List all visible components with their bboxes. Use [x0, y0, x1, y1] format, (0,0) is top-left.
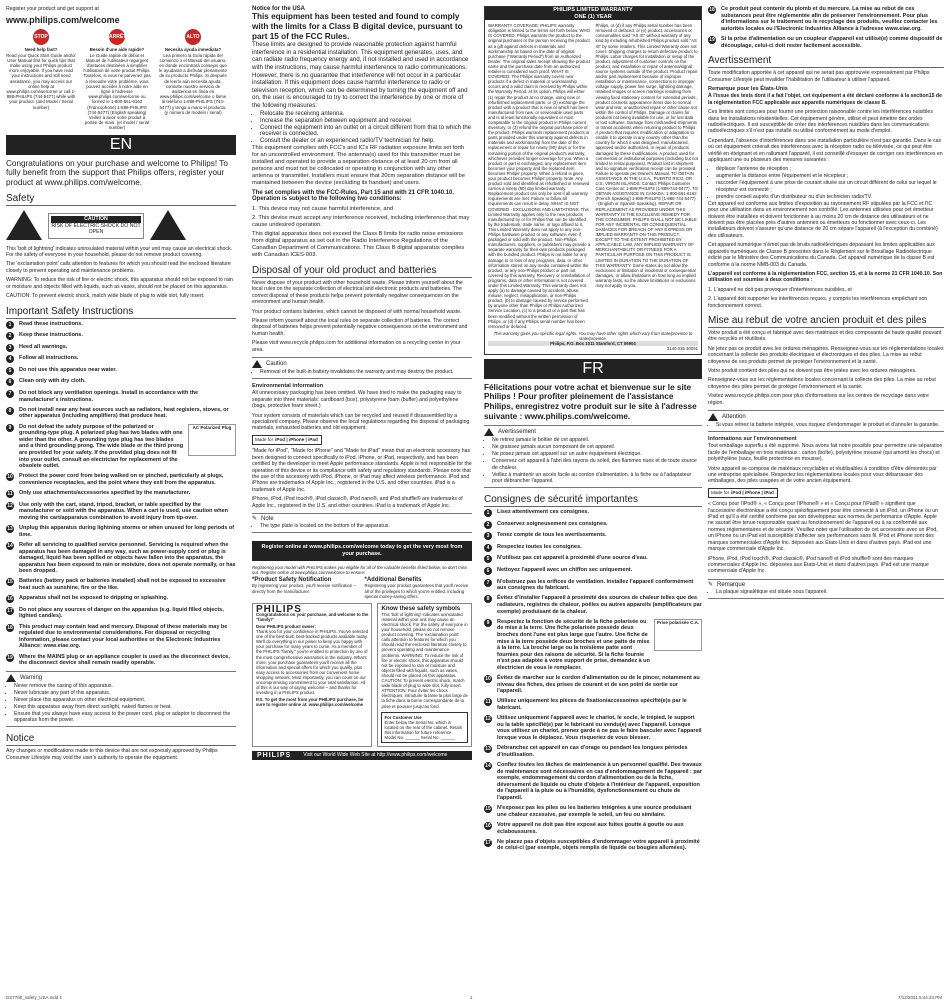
caution-plug-text: CAUTION: To prevent electric shock, match wide blade of plug to wide slot, fully insert.: [6, 293, 205, 300]
isi-item: 2 Keep these instructions.: [6, 332, 236, 340]
usa-measures: • Relocate the receiving antenna. • Increase the separation between equipment and receiver. • Connect the equipment into an outlet on a circuit different from that to which the receiver is connected. • Consult the dealer or an experienced radio/TV technician for help.: [252, 111, 472, 145]
footer-bar: PHILIPS Visit our World Wide Web Site at http://www.philips.com/welcome: [252, 751, 472, 760]
column-fr-continued: 18 Ce produit peut contenir du plomb et du mercure. La mise au rebut de ces substances peut être réglementée afin de préserver l'environnement. Pour plus d'informations sur le traitement ou le recyclage des produits, veuillez contacter les autorités locales ou l'Electronic Industries Alliance à l'adresse www.eiae.org. 19 Si la prise d'alimentation ou un coupleur d'appareil est utilisé(e) comme dispositif de découplage, celui-ci doit rester facilement accessible. Avertissement Toute modification apportée à cet appareil qui ne serait pas approuvée expressément par Philips Consumer Lifestyle peut invalider l'habilitation de l'utilisateur à utiliser l'appareil. Remarque pour les États-Unis À l'issue des tests dont il a fait l'objet, cet équipement a été déclaré conforme à la section15 de la réglementation FCC applicable aux appareils numériques de classe B. Ces limites sont conçues pour fournir une protection raisonnable contre les interférences nuisibles dans les installations résidentielles. Cet équipement génère, utilise et peut émettre des ondes radioélectriques. Il est susceptible de créer des interférences nuisibles dans les communications radioélectriques s'il n'est pas installé ou utilisé conformément au mode d'emploi. Cependant, l'absence d'interférences dans une installation particulière n'est pas garantie. Dans le cas où cet équipement créerait des interférences avec la réception radio ou télévisée, ce qui peut être vérifié en éteignant et en rallumant l'appareil, il est conseillé d'essayer de corriger ces interférences en appliquant une ou plusieurs des mesures suivantes : • déplacer l'antenne de réception ; • augmenter la distance entre l'équipement et le récepteur ; • raccorder l'équipement à une prise de courant située sur un circuit différent de celui sur lequel le récepteur est connecté ; • prendre conseil auprès d'un distributeur ou d'un technicien radio/TV. Cet appareil est conforme aux limites d'exposition au rayonnement RF stipulées par la FCC et l'IC pour une utilisation dans un environnement non contrôlé. Les antennes utilisées pour cet émetteur doivent être installées et doivent fonctionner à au moins 20 cm de distance des utilisateurs et ne doivent pas être placées près d'autres antennes ou émetteurs ou fonctionner avec ceux-ci. Les installateurs doivent s'assurer qu'une distance de 20 cm sépare l'appareil (à l'exception du combiné) des utilisateurs. Cet appareil numérique n'émet pas de bruits radioélectriques dépassant les limites applicables aux appareils numériques de Classe B prescrites dans le Règlement sur le Brouillage Radioélectrique édicté par le Ministère des Communications du Canada. Cet appareil numérique de la classe B est conforme à la norme NMB-003 du Canada. L'appareil est conforme à la réglementation FCC, section 15, et à la norme 21 CFR 1040.10. Son utilisation est soumise à deux conditions : 1. L'appareil ne doit pas provoquer d'interférences nuisibles, et 2. L'appareil doit supporter les interférences reçues, y compris les interférences empêchant son fonctionnement correct. Mise au rebut de votre ancien produit et des piles Votre produit a été conçu et fabriqué avec des matériaux et des composants de haute qualité pouvant être recyclés et réutilisés. Ne jetez pas ce produit avec les ordures ménagères. Renseignez-vous sur les réglementations locales concernant la collecte des produits électriques et électroniques et des piles. La mise au rebut citoyenne de ces produits permet de protéger l'environnement et la santé. Votre produit contient des piles qui ne doivent pas être jetées avec les ordures ménagères. Renseignez-vous sur les réglementations locales concernant la collecte des piles. La mise au rebut citoyenne des piles permet de protéger l'environnement et la santé. Visitez www.recycle.philips.com pour plus d'informations sur les centres de recyclage dans votre région. Attention • Si vous retirez la batterie intégrée, vous risquez d'endommager le produit et d'annuler la garantie. Informations sur l'environnement Tout emballage superflu a été supprimé. Nous avons fait notre possible pour permettre une séparation facile de l'emballage en trois matériaux : carton (boîte), polystyrène moussé (qui amortit les chocs) et polyéthylène (sacs, feuille protectrice en mousse). Votre appareil se compose de matériaux recyclables et réutilisables à condition d'être démontés par une entreprise spécialisée. Respectez les réglementations locales pour vous débarrasser des emballages, des piles usagées et de votre ancien équipement. Made for iPod | iPhone | iPad « Conçu pour l'iPod® », « Conçu pour l'iPhone® » et « Conçu pour l'iPad® » signifient que l'accessoire électronique a été conçu spécifiquement pour être connecté à un iPod, un iPhone ou un iPad et qu'il a été certifié conforme par son développeur aux normes de performance d'Apple. Apple ne saurait être tenue responsable quant au fonctionnement de l'appareil ou à sa conformité aux normes réglementaires et de sécurité. Veuillez noter que l'utilisation de cet accessoire avec un iPod, un iPhone ou un iPad est susceptible d'affecter ses performances sans fil. iPod et iPhone sont des marques commerciales d'Apple Inc. déposées aux États-Unis et dans d'autres pays. iPad est une marque commerciale d'Apple Inc. iPhone, iPod, iPod touch®, iPod classic®, iPod nano® et iPod shuffle® sont des marques commerciales d'Apple Inc. déposées aux États-Unis et dans d'autres pays. iPad est une marque commerciale d'Apple Inc. ✎ Remarque • La plaque signalétique est située sous l'appareil.: [708, 6, 944, 603]
help-title: Besoin d'une aide rapide?: [89, 47, 145, 53]
isi-item: 4 Follow all instructions.: [6, 355, 236, 363]
register-url[interactable]: www.philips.com/welcome: [6, 15, 120, 26]
print-slug-file: DS7700_safety_USA.indd 1: [6, 995, 63, 1000]
exclamation-triangle-icon: [150, 210, 186, 240]
note-icon: ✎: [708, 581, 714, 588]
caution-label-text: RISK OF ELECTRIC SHOCK DO NOT OPEN: [51, 222, 141, 236]
usa-body: These limits are designed to provide reasonable protection against harmful interference in a residential installation. This equipment generates, uses, and can radiate radio frequency energy and, if not installed and used in accordance with the instructions, may cause harmful interference to radio communications. However, there is no guarantee that interference will not occur in a particular installation. If this equipment does cause harmful interference to radio or television reception, which can be determined by turning the equipment off and on, the user is encouraged to try to correct the interference by one or more of the following measures:: [252, 41, 469, 109]
exclamation-text: The 'exclamation point' calls attention to features for which you should read the enclosed literature closely to prevent operating and maintenance problems.: [6, 261, 231, 274]
isi-item: 7 Do not block any ventilation openings. Install in accordance with the manufacturer's instructions.: [6, 390, 236, 403]
usa-lead: This equipment has been tested and found to comply with the limits for a Class B digital device, pursuant to part 15 of the FCC Rules.: [252, 12, 463, 41]
caution-box: Caution • Removal of the built-in battery invalidates the warranty and may destroy the product.: [252, 357, 472, 379]
caution-label-box: [48, 213, 144, 238]
isi-item: 18 This product may contain lead and mercury. Disposal of these materials may be regulated due to environmental considerations. For disposal or recycling information, please contact your local authorities or the Electronic Industries Alliance: www.eiae.org.: [7, 623, 228, 650]
ac-polarized-plug-diagram: AC Polarized Plug: [188, 424, 236, 456]
prise-polarisee-diagram: Prise polarisée C.A.: [654, 619, 702, 651]
isi-item: 9 Do not defeat the safety purpose of the polarized or grounding-type plug. A polarized plug has two blades with one wider than the other. A grounding type plug has two blades and a third grounding prong. The wide blade or the third prong are provided for your safety. If the provided plug does not fit into your outlet, consult an electrician for replacement of the obsolete outlet. AC Polarized Plug: [6, 424, 236, 470]
help-body: Lea primero la Guía rápida del comienzo o el Manual del usuario, en donde encontrará consejos que le ayudarán a disfrutar plenamente de su producto Philips. Si después de leerlo aún necesita ayuda, consulte nuestro servicio de asistencia en línea en www.philips.com/welcome o llame al teléfono 1-888-PHILIPS (744-5477) y tenga a mano el producto. (y número de modelo / serial): [159, 52, 227, 115]
stop-sign-icon: ALTO: [185, 29, 201, 45]
language-bar-fr: FR: [484, 359, 702, 379]
help-body: Read your Quick Start Guide and/or User Manual first for quick tips that make using your Philips product more enjoyable. If you have read your instructions and still need assistance, you may access our online help at www.philips.com/welcome or call 1-888-PHILIPS (744-5477) while with your product. (and Model / Serial number): [6, 52, 76, 110]
welcome-card: PHILIPS Congratulations on your purchase, and welcome to the "family!" Dear PHILIPS product owner: Thank you for your confidence in PHILIPS. You've selected one of the best-built, best-backed products available today. We'll do everything in our power to keep you happy with your purchase for many years to come. As a member of the PHILIPS "family," you're entitled to protection by one of the most comprehensive warranties in the industry. What's more, your purchase guarantees you'll receive all the information and special offers for which you qualify, plus easy access to accessories from our convenient home shopping network. Most importantly, you can count on our uncompromising commitment to your total satisfaction. All of this is our way of saying welcome – and thanks for investing in a PHILIPS product. P.S. To get the most from your PHILIPS purchase, be sure to register online at: www.philips.com/welcome: [252, 603, 372, 747]
philips-logo-footer: PHILIPS: [257, 752, 292, 760]
isi-item: 14 Refer all servicing to qualified service personnel. Servicing is required when the apparatus has been damaged in any way, such as power-supply cord or plug is damaged, liquid has been spilled or objects have fallen into the apparatus, the apparatus has been exposed to rain or moisture, does not operate normally, or has been dropped.: [7, 541, 236, 575]
isi-item: 19 Where the MAINS plug or an appliance coupler is used as the disconnect device, the disconnect device shall remain readily operable.: [7, 653, 230, 667]
welcome-card-row: [252, 603, 472, 747]
caution-symbols: [6, 210, 236, 241]
isi-item: 17 Do not place any sources of danger on the apparatus (e.g. liquid filled objects, lighted candles).: [7, 606, 224, 620]
bolt-text: This 'bolt of lightning' indicates uninsulated material within your unit may cause an electrical shock. For the safety of everyone in your household, please do not remove product covering.: [6, 245, 233, 259]
help-box-es: [158, 29, 228, 130]
section-title-consignes: Consignes de sécurité importantes: [484, 494, 702, 507]
usa-title: Notice for the USA: [252, 6, 306, 12]
column-warranty-fr: [484, 6, 702, 855]
help-body: Le Guide rapide de début et Manuel de l'utilisateur regorgent d'astuces destinées à simplifier l'utilisation de votre produit Philips. Toutefois, si vous ne parvenez pas à résoudre votre problème, vous pouvez accéder à notre aide en ligne à l'adresse www.philips.com/welcome ou formez le 1-800-661-6162 (Francophone) 1-888-PHILIPS (744-5477) (English speaking) Veillez à avoir votre produit à portée de main. (et model / serial number): [83, 52, 151, 131]
attention-box: Attention • Si vous retirez la batterie intégrée, vous risquez d'endommager le produit et d'annuler la garantie.: [708, 410, 944, 432]
remarque-box: ✎ Remarque • La plaque signalétique est située sous l'appareil.: [708, 579, 944, 599]
customer-use-box: For Customer Use Enter below the Serial No. which is located on the rear of the cabinet. Retain this information for future reference. Model No. ______ Serial No. ______: [381, 712, 468, 743]
isi-item: 6 Clean only with dry cloth.: [6, 378, 236, 386]
made-for-ipod-badge: Made for iPod | iPhone | iPad: [252, 435, 322, 445]
congrats-text: Congratulations on your purchase and welcome to Philips! To fully benefit from the support that Philips offers, register your product at www.philips.com/welcome.: [6, 158, 228, 187]
section-title-disposal: Disposal of your old product and batteries: [252, 265, 472, 278]
isi-item: 1 Read these instructions.: [6, 321, 236, 329]
made-for-ipod-badge-fr: Made for iPod | iPhone | iPad: [708, 488, 778, 498]
caution-icon: [252, 360, 262, 368]
consignes-list: 1 Lisez attentivement ces consignes. 2 Conservez soigneusement ces consignes. 3 Tenez compte de tous les avertissements. 4 Respectez toutes les consignes. 5 N'utilisez pas cet appareil à proximité d'une source d'eau. 6 Nettoyez l'appareil avec un chiffon sec uniquement. 7 N'obstruez pas les orifices de ventilation. Installez l'appareil conformément aux consignes du fabricant. 8 Évitez d'installer l'appareil à proximité des sources de chaleur telles que des radiateurs, registres de chaleur, poêles ou autres appareils (amplificateurs par exemple) produisant de la chaleur. 9 Respectez la fonction de sécurité de la fiche polarisée ou de mise à la terre. Une fiche polarisée possède deux broches dont l'une est plus large que l'autre. Une fiche de mise à la terre possède deux broches et une patte de mise à la terre. La broche large ou la troisième patte sont fournies pour des raisons de sécurité. Si la fiche fournie n'est pas adaptée à votre support de prise, demandez à un électricien de vous le remplacer. Prise polarisée C.A. 10 Évitez de marcher sur le cordon d'alimentation ou de le pincer, notamment au niveau des fiches, des prises de courant et de son point de sortie sur l'appareil. 11 Utilisez uniquement les pièces de fixation/accessoires spécifié(e)s par le fabricant. 12 Utilisez uniquement l'appareil avec le chariot, le socle, le trépied, le support ou la table spécifié(e) par le fabricant ou vendu(e) avec l'appareil. Lorsque vous utilisez un chariot, prenez garde à ne pas le faire basculer avec l'appareil lorsque vous le déplacez. Vous risqueriez de vous blesser. 13 Débranchez cet appareil en cas d'orage ou pendant les longues périodes d'inutilisation. 14 Confiez toutes les tâches de maintenance à un personnel qualifié. Des travaux de maintenance sont nécessaires en cas d'endommagement de l'appareil : par exemple, endommagement du cordon d'alimentation ou de la fiche, déversement de liquide ou chute d'objets à l'intérieur de l'appareil, exposition de l'appareil à la pluie ou à l'humidité, dysfonctionnement ou chute de l'appareil. 15 N'exposez pas les piles ou les batteries intégrées à une source produisant une chaleur excessive, par exemple le soleil, un feu ou similaire. 16 Votre appareil ne doit pas être exposé aux fuites goutte à goutte ou aux éclaboussures. 17 Ne placez pas d'objets susceptibles d'endommager votre appareil à proximité de celui-ci (par exemple, objets remplis de liquide ou bougies allumées).: [485, 509, 702, 852]
help-title: Need help fast?: [24, 47, 58, 53]
column-english-safety: [6, 6, 236, 764]
isi-item: 10 Protect the power cord from being walked on or pinched, particularly at plugs, convenience receptacles, and the point where they exit from the apparatus.: [7, 473, 224, 486]
column-usa-notice: Notice for the USA This equipment has been tested and found to comply with the limits for a Class B digital device, pursuant to part 15 of the FCC Rules. These limits are designed to provide reasonable protection against harmful interference in a residential installation. This equipment generates, uses, and can radiate radio frequency energy and, if not installed and used in accordance with the instructions, may cause harmful interference to radio communications. However, there is no guarantee that interference will not occur in a particular installation. If this equipment does cause harmful interference to radio or television reception, which can be determined by turning the equipment off and on, the user is encouraged to try to correct the interference by one or more of the following measures: • Relocate the receiving antenna. • Increase the separation between equipment and receiver. • Connect the equipment into an outlet on a circuit different from that to which the receiver is connected. • Consult the dealer or an experienced radio/TV technician for help. This equipment complies with FCC's and IC's RF radiation exposure limits set forth for an uncontrolled environment. The antenna(s) used for this transmitter must be installed and operated to provide a separation distance of at least 20 cm from all persons and must not be collocated or operating in conjunction with any other antenna or transmitter. Installers must ensure that 20cm separation distance will be maintained between the device (excluding its handset) and users. The set complies with the FCC-Rules, Part 15 and with 21 CFR 1040.10. Operation is subject to the following two conditions: 1. This device may not cause harmful interference, and 2. This device must accept any interference received, including interference that may cause undesired operation. This digital apparatus does not exceed the Class B limits for radio noise emissions from digital apparatus as set out in the Radio Interference Regulations of the Canadian Department of Communications. This Class B digital apparatus complies with Canadian ICES-003. Disposal of your old product and batteries Never dispose of your product with other household waste. Please inform yourself about the local rules on the separate collection of electrical and electronic products and batteries. The correct disposal of these products helps prevent potentially negative consequences on the environment and human health. Your product contains batteries, which cannot be disposed of with normal household waste. Please inform yourself about the local rules on separate collection of batteries. The correct disposal of batteries helps prevent potentially negative consequences on the environment and human health. Please visit www.recycle.philips.com for additional information on a recycling center in your area. Caution • Removal of the built-in battery invalidates the warranty and may destroy the product. Environmental information All unnecessary packaging has been omitted. We have tried to make the packaging easy to separate into three materials: cardboard (box), polystyrene foam (buffer) and polyethylene (bags, protective foam sheet.) Your system consists of materials which can be recycled and reused if disassembled by a specialized company. Please observe the local regulations regarding the disposal of packaging materials, exhausted batteries and old equipment. Made for iPod | iPhone | iPad "Made for iPod", "Made for iPhone" and "Made for iPad" mean that an electronic accessory has been designed to connect specifically to iPod, iPhone, or iPad, respectively, and has been certified by the developer to meet Apple performance standards. Apple is not responsible for the operation of this device or its compliance with safety and regulatory standards. Please note that the use of this accessory with iPod, iPhone, or iPad may affect wireless performance. iPod and iPhone are trademarks of Apple Inc., registered in the U.S. and other countries. iPad is a trademark of Apple Inc. iPhone, iPod, iPod touch®, iPod classic®, iPod nano®, and iPod shuffle® are trademarks of Apple Inc., registered in the U.S. and other countries. iPad is a trademark of Apple Inc. ✎ Note • The type plate is located on the bottom of the apparatus. Register online at www.philips.com/welcome today to get the very most from your purchase. Registering your model with PHILIPS makes you eligible for all of the valuable benefits listed below, so don't miss out. Register online at www.philips.com/welcome to ensure: *Product Safety Notification By registering your product, you'll receive notification – directly from the manufacturer. *Additional Benefits Registering your product guarantees that you'll receive all of the privileges to which you're entitled, including special money-saving offers. PHILIPS Congratulations on your purchase, and welcome to the "family!" Dear PHILIPS product owner: Thank you for your confidence in PHILIPS. You've selected one of the best-built, best-backed products available today. We'll do everything in our power to keep you happy with your purchase for many years to come. As a member of the PHILIPS "family," you're entitled to protection by one of the most comprehensive warranties in the industry. What's more, your purchase guarantees you'll receive all the information and special offers for which you qualify, plus easy access to accessories from our convenient home shopping network. Most importantly, you can count on our uncompromising commitment to your total satisfaction. All of this is our way of saying welcome – and thanks for investing in a PHILIPS product. P.S. To get the most from your PHILIPS purchase, be sure to register online at: www.philips.com/welcome Know these safety symbols This 'bolt of lightning' indicates uninsulated material within your unit may cause an electrical shock. For the safety of everyone in your household, please do not remove product covering. The 'exclamation point' calls attention to features for which you should read the enclosed literature closely to prevent operating and maintenance problems. WARNING: To reduce the risk of fire or electric shock, this apparatus should not be exposed to rain or moisture and objects filled with liquids, such as vases, should not be placed on this apparatus. CAUTION: To prevent electric shock, match wide blade of plug to wide slot, fully insert. ATTENTION: Pour éviter les chocs électriques, introduire la lame la plus large de la fiche dans la borne correspondante de la prise et pousser jusqu'au fond. For Customer Use Enter below the Serial No. which is located on the rear of the cabinet. Retain this information for future reference. Model No. ______ Serial No. ______ PHILIPS Visit our World Wide Web Site at http://www.philips.com/welcome: [252, 6, 472, 760]
consignes-list-cont: 18 Ce produit peut contenir du plomb et du mercure. La mise au rebut de ces substances peut être réglementée afin de préserver l'environnement. Pour plus d'informations sur le traitement ou le recyclage des produits, veuillez contacter les autorités locales ou l'Electronic Industries Alliance à l'adresse www.eiae.org. 19 Si la prise d'alimentation ou un coupleur d'appareil est utilisé(e) comme dispositif de découplage, celui-ci doit rester facilement accessible.: [709, 6, 943, 49]
note-icon: ✎: [252, 515, 258, 522]
help-box-en: [6, 29, 76, 130]
env-title: Environmental information: [252, 383, 324, 390]
warranty-box: PHILIPS LIMITED WARRANTY ONE (1) YEAR WARRANTY COVERAGE: PHILIPS warranty obligation is limited to the terms set forth below. WHO IS COVERED: Philips warrants the product to the original purchaser or the person receiving the product as a gift against defects in materials and workmanship as based on the date of original purchase ("Warranty Period") from an Authorized Dealer. The original sales receipt showing the product name and the purchase date from an authorized retailer is considered such proof. WHAT IS COVERED: The Philips warranty covers new products if a defect in material or workmanship occurs and a valid claim is received by Philips within the Warranty Period. At its option, Philips will either (1) repair the product at no charge, using new or refurbished replacement parts, or (2) exchange the product with a product that is new or which has been manufactured from new, or serviceable used parts and is at least functionally equivalent or most comparable to the original product in Philips current inventory, or (3) refund the original purchase price of the product. Philips warrants replacement products or parts provided under this warranty against defects in materials and workmanship from the date of the replacement or repair for ninety (90) days or for the remaining portion of the original product's warranty, whichever provides longer coverage for you. When a product or part is exchanged, any replacement item becomes your property and the replaced item becomes Philips' property. When a refund is given, your product becomes Philips' property. Note: Any product sold and identified as refurbished or renewed carries a ninety (90) day limited warranty. Replacement product can only be sent if all warranty requirements are met. Failure to follow all requirements can result in delay. WHAT IS NOT COVERED - EXCLUSIONS AND LIMITATIONS: This Limited Warranty applies only to the new products manufactured by or for Philips that can be identified by the trademark, trade name, or logo affixed to it. This Limited Warranty does not apply to any non-Philips hardware product or any software, even if packaged or sold with the product. Non-Philips manufacturers, suppliers, or publishers may provide a separate warranty for their own products packaged with the bundled product. Philips is not liable for any damage to or loss of any programs, data, or other information stored on any media contained within the product, or any non-Philips product or part not covered by this warranty. Recovery or reinstallation of programs, data or other information is not covered under this Limited Warranty. This warranty does not apply (a) to damage caused by accident, abuse, misuse, neglect, misapplication, or non-Philips product, (b) to damage caused by service performed by anyone other than Philips or Philips Authorized Service Location, (c) to a product or a part that has been modified without the written permission of Philips, or (d) if any Philips serial number has been removed or defaced. Philips, or (d) if any Philips serial number has been removed or defaced, or (e) product, accessories or consumables sold "AS IS" without warranty of any kind by including refurbished Philips product sold "AS IS" by some retailers. This Limited Warranty does not cover: Shipping charges to return defective product to Philips. Labor charges for installation or setup of the product, adjustment of customer controls on the product, and installation or repair of antenna/signal source systems outside of the product. Product repair and/or part replacement because of improper installation or maintenance, connections to improper voltage supply, power line surge, lightning damage, retained images or screen markings resulting from viewing fixed stationary content for extended periods, product cosmetic appearance items due to normal wear and tear, unauthorized repair or other cause not within the control of Philips. Damage or claims for products not being available for use, or for lost data or lost software. Damage from mishandled shipments or transit accidents when returning product to Philips. A product that requires modification or adaptation to enable it to operate in any country other than the country for which it was designed, manufactured, approved and/or authorized, or repair of products damaged by these modifications. A product used for commercial or institutional purposes (including but not limited to rental purposes). Product lost in shipment and no signature verification receipt can be provided. Failure to operate per Owner's Manual. TO OBTAIN ASSISTANCE IN THE U.S.A., PUERTO RICO, OR U.S. VIRGIN ISLANDS: Contact Philips Customer Care Center at: 1-888-PHILIPS (1-888-744-5477). TO OBTAIN ASSISTANCE IN CANADA: 1-800-661-6162 (French Speaking) 1-888-PHILIPS (1-888-744-5477) - (English or Spanish Speaking). REPAIR OR REPLACEMENT AS PROVIDED UNDER THIS WARRANTY IS THE EXCLUSIVE REMEDY FOR THE CONSUMER. PHILIPS SHALL NOT BE LIABLE FOR ANY INCIDENTAL OR CONSEQUENTIAL DAMAGES FOR BREACH OF ANY EXPRESS OR IMPLIED WARRANTY ON THIS PRODUCT. EXCEPT TO THE EXTENT PROHIBITED BY APPLICABLE LAW, ANY IMPLIED WARRANTY OF MERCHANTABILITY OR FITNESS FOR A PARTICULAR PURPOSE ON THIS PRODUCT IS LIMITED IN DURATION TO THE DURATION OF THIS WARRANTY. Some states do not allow the exclusions or limitation of incidental or consequential damages, or allow limitations on how long an implied warranty lasts, so the above limitations or exclusions may not apply to you. This warranty gives you specific legal rights. You may have other rights which vary from state/province to state/province. Philips, P.O. Box 1011 Stamford, CT 06904 3140 035 30091: [484, 6, 702, 355]
caution-label: CAUTION: [51, 216, 141, 222]
note-box: ✎ Note • The type plate is located on the bottom of the apparatus.: [252, 513, 472, 533]
benefits-row: *Product Safety Notification By registering your product, you'll receive notification – directly from the manufacturer. *Additional Benefits Registering your product guarantees that you'll receive all of the privileges to which you're entitled, including special money-saving offers.: [252, 577, 469, 599]
recycle-visit: Please visit www.recycle.philips.com for additional information on a recycling center in your area.: [252, 340, 461, 353]
isi-item: 12 Use only with the cart, stand, tripod, bracket, or table specified by the manufacturer or sold with the apparatus. When a cart is used, use caution when moving the cart/apparatus combination to avoid injury from tip-over.: [7, 501, 229, 521]
digital-apparatus: This digital apparatus does not exceed the Class B limits for radio noise emissions from digital apparatus as set out in the Radio Interference Regulations of the Canadian Department of Communications. This Class B digital apparatus complies with Canadian ICES-003.: [252, 230, 465, 258]
section-title-rebut: Mise au rebut de votre ancien produit et des piles: [708, 315, 944, 328]
lightning-triangle-icon: [6, 210, 42, 240]
section-title-notice: Notice: [6, 733, 236, 746]
section-title-avertissement: Avertissement: [708, 55, 944, 68]
fcc-set: The set complies with the FCC-Rules, Part 15 and with 21 CFR 1040.10. Operation is subject to the following two conditions:: [252, 189, 455, 203]
warning-title: Warning: [20, 674, 43, 681]
register-online-bar[interactable]: Register online at www.philips.com/welcome today to get the very most from your purchase.: [252, 541, 472, 561]
rf-exposure: This equipment complies with FCC's and IC's RF radiation exposure limits set forth for an uncontrolled environment. The antenna(s) used for this transmitter must be installed and operated to provide a separation distance of at least 20 cm from all persons and must not be collocated or operating in conjunction with any other antenna or transmitter. Installers must ensure that 20cm separation distance will be maintained between the device (excluding its handset) and users.: [252, 144, 465, 186]
print-slug-page: 1: [470, 995, 473, 1000]
warning-box: [6, 671, 236, 727]
stop-sign-icon: ARRÊT: [109, 29, 125, 45]
isi-item: 11 Only use attachments/accessories specified by the manufacturer.: [7, 490, 191, 498]
congrats-fr: Félicitations pour votre achat et bienvenue sur le site Philips ! Pour profiter pleinement de l'assistance Philips, enregistrez votre produit sur le site à l'adresse suivante : www.philips.com/welcome.: [484, 382, 697, 421]
isi-item: 13 Unplug this apparatus during lightning storms or when unused for long periods of time.: [7, 525, 235, 538]
isi-item: 15 Batteries (battery pack or batteries installed) shall not be exposed to excessive heat such as sunshine, fire or the like.: [7, 578, 226, 592]
help-box-fr: [82, 29, 152, 130]
print-slug-date: 7/12/2011 5:44:34 PM: [898, 995, 942, 1000]
isi-item: 5 Do not use this apparatus near water.: [6, 367, 236, 375]
warning-list: • Never remove the casing of this apparatus. • Never lubricate any part of this apparatus. • Never place this apparatus on other electrical equipment. • Keep this apparatus away from direct sunlight, naked flames or heat. • Ensure that you always have easy access to the power cord, plug or adaptor to disconnect the apparatus from the power.: [6, 683, 236, 724]
warning-icon: [484, 428, 494, 436]
isi-list: [6, 321, 236, 667]
philips-logo: PHILIPS: [256, 603, 302, 615]
isi-item: 16 Apparatus shall not be exposed to dripping or splashing.: [7, 595, 169, 603]
language-bar-en: EN: [6, 135, 236, 155]
help-row: [6, 29, 236, 130]
notice-text: Any changes or modifications made to this device that are not expressly approved by Philips Consumer Lifestyle may void the user's authority to operate the equipment.: [6, 748, 218, 761]
avertissement-box: Avertissement • Ne retirez jamais le boîtier de cet appareil. • Ne graissez jamais aucun composant de cet appareil. • Ne posez jamais cet appareil sur un autre équipement électrique. • Conservez cet appareil à l'abri des rayons du soleil, des flammes nues et de toute source de chaleur. • Veillez à maintenir un accès facile au cordon d'alimentation, à la fiche ou à l'adaptateur pour débrancher l'appareil.: [484, 425, 702, 488]
isi-item: 3 Heed all warnings.: [6, 344, 236, 352]
warning-text: WARNING: To reduce the risk of fire or electric shock, this apparatus should not be exposed to rain or moisture and objects filled with liquids, such as vases, should not be placed on this apparatus.: [6, 277, 233, 290]
section-title-isi: Important Safety Instructions: [6, 306, 236, 319]
register-text: Register your product and get support at: [6, 6, 99, 12]
caution-icon: [708, 413, 718, 421]
warning-icon: [6, 674, 16, 682]
safety-symbols-card: Know these safety symbols This 'bolt of lightning' indicates uninsulated material within your unit may cause an electrical shock. For the safety of everyone in your household, please do not remove product covering. The 'exclamation point' calls attention to features for which you should read the enclosed literature closely to prevent operating and maintenance problems. WARNING: To reduce the risk of fire or electric shock, this apparatus should not be exposed to rain or moisture and objects filled with liquids, such as vases, should not be placed on this apparatus. CAUTION: To prevent electric shock, match wide blade of plug to wide slot, fully insert. ATTENTION: Pour éviter les chocs électriques, introduire la lame la plus large de la fiche dans la borne correspondante de la prise et pousser jusqu'au fond. For Customer Use Enter below the Serial No. which is located on the rear of the cabinet. Retain this information for future reference. Model No. ______ Serial No. ______: [377, 603, 472, 747]
isi-item: 8 Do not install near any heat sources such as radiators, heat registers, stoves, or other apparatus (including amplifiers) that produce heat.: [6, 407, 236, 420]
help-title: Necesita ayuda inmediata?: [164, 47, 222, 53]
section-title-safety: Safety: [6, 193, 236, 206]
stop-sign-icon: STOP: [33, 29, 49, 45]
